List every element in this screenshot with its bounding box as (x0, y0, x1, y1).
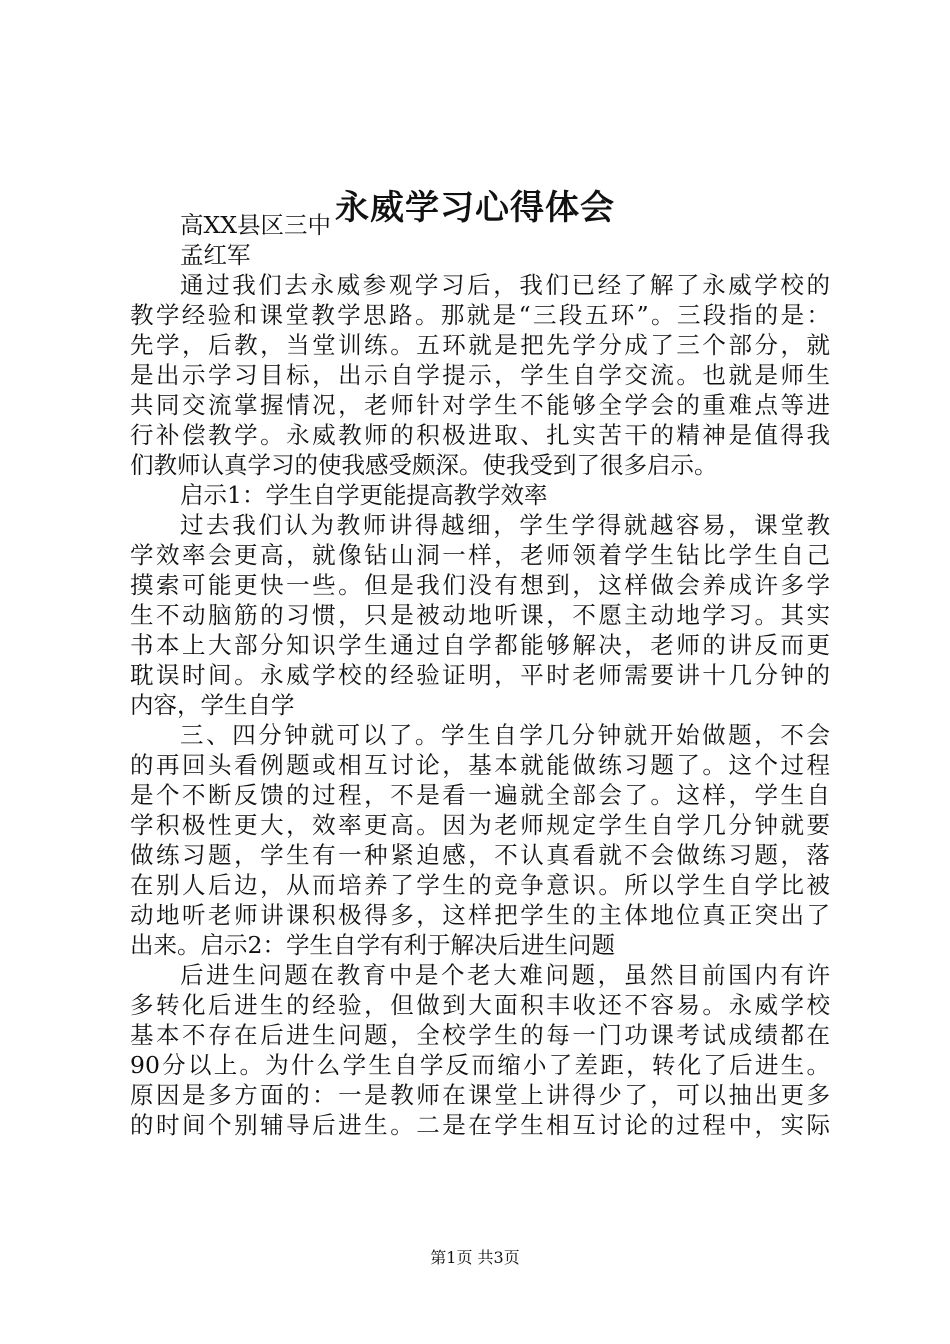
text-line: 是出示学习目标，出示自学提示，学生自学交流。也就是师生 (130, 361, 830, 389)
section-heading: 启示1：学生自学更能提高教学效率 (180, 481, 548, 509)
text-line: 学效率会更高，就像钻山洞一样，老师领着学生钻比学生自己 (130, 541, 830, 569)
text-line: 过去我们认为教师讲得越细，学生学得就越容易，课堂教 (180, 511, 830, 539)
document-title: 永威学习心得体会 (335, 188, 615, 228)
text-line: 内容，学生自学 (130, 691, 295, 719)
text-line: 多转化后进生的经验，但做到大面积丰收还不容易。永威学校 (130, 991, 830, 1019)
text-line: 们教师认真学习的使我感受颇深。使我受到了很多启示。 (130, 451, 718, 479)
author-name: 孟红军 (180, 241, 251, 269)
text-line: 通过我们去永威参观学习后，我们已经了解了永威学校的 (180, 271, 830, 299)
text-line: 共同交流掌握情况，老师针对学生不能够全学会的重难点等进 (130, 391, 830, 419)
text-line: 原因是多方面的：一是教师在课堂上讲得少了，可以抽出更多 (130, 1081, 830, 1109)
text-line: 行补偿教学。永威教师的积极进取、扎实苦干的精神是值得我 (130, 421, 830, 449)
text-line: 出来。启示2：学生自学有利于解决后进生问题 (130, 931, 615, 959)
author-org: 高XX县区三中 (180, 211, 331, 239)
text-line: 90分以上。为什么学生自学反而缩小了差距，转化了后进生。 (130, 1051, 830, 1079)
text-line: 的再回头看例题或相互讨论，基本就能做练习题了。这个过程 (130, 751, 830, 779)
text-line: 做练习题，学生有一种紧迫感，不认真看就不会做练习题，落 (130, 841, 830, 869)
text-line: 学积极性更大，效率更高。因为老师规定学生自学几分钟就要 (130, 811, 830, 839)
text-line: 先学，后教，当堂训练。五环就是把先学分成了三个部分，就 (130, 331, 830, 359)
text-line: 耽误时间。永威学校的经验证明，平时老师需要讲十几分钟的 (130, 661, 830, 689)
document-body (130, 210, 830, 1140)
text-line: 的时间个别辅导后进生。二是在学生相互讨论的过程中，实际 (130, 1111, 830, 1139)
text-line: 是个不断反馈的过程，不是看一遍就全部会了。这样，学生自 (130, 781, 830, 809)
page-footer: 第1页 共3页 (430, 1248, 520, 1267)
text-line: 动地听老师讲课积极得多，这样把学生的主体地位真正突出了 (130, 901, 830, 929)
text-line: 教学经验和课堂教学思路。那就是“三段五环”。三段指的是： (130, 301, 830, 329)
text-line: 后进生问题在教育中是个老大难问题，虽然目前国内有许 (180, 961, 830, 989)
text-line: 生不动脑筋的习惯，只是被动地听课，不愿主动地学习。其实 (130, 601, 830, 629)
text-line: 书本上大部分知识学生通过自学都能够解决，老师的讲反而更 (130, 631, 830, 659)
text-line: 三、四分钟就可以了。学生自学几分钟就开始做题，不会 (180, 721, 830, 749)
text-line: 基本不存在后进生问题，全校学生的每一门功课考试成绩都在 (130, 1021, 830, 1049)
text-line: 摸索可能更快一些。但是我们没有想到，这样做会养成许多学 (130, 571, 830, 599)
text-line: 在别人后边，从而培养了学生的竞争意识。所以学生自学比被 (130, 871, 830, 899)
